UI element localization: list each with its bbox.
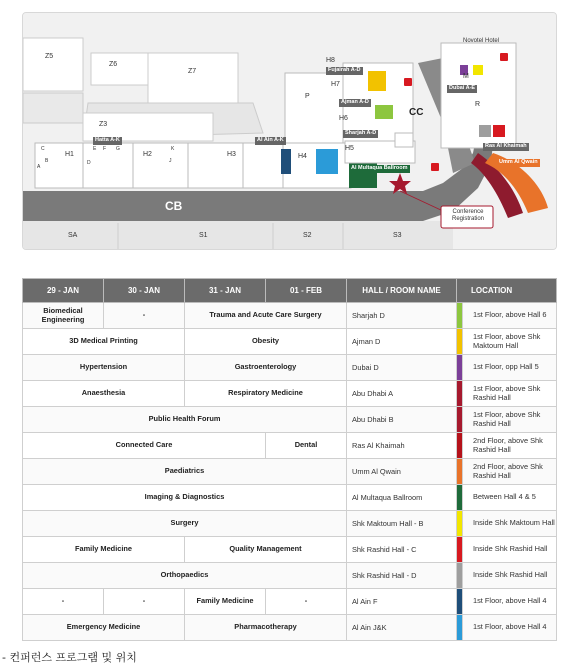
- location-color-swatch: [457, 537, 462, 562]
- location-color-swatch: [457, 381, 462, 406]
- program-cell: Public Health Forum: [23, 407, 347, 433]
- program-cell: Biomedical Engineering: [23, 303, 104, 329]
- program-cell: -: [104, 303, 185, 329]
- table-row: [23, 303, 557, 329]
- hall-label-h2: H2: [143, 151, 152, 158]
- location-cell: 2nd Floor, above Shk Rashid Hall: [463, 459, 557, 485]
- table-row: [23, 485, 557, 511]
- location-cell: 1st Floor, above Shk Rashid Hall: [463, 407, 557, 433]
- hall-label-h3: H3: [227, 151, 236, 158]
- hall-label-m: M: [463, 73, 469, 80]
- program-cell: Gastroenterology: [185, 355, 347, 381]
- location-cell: 2nd Floor, above Shk Rashid Hall: [463, 433, 557, 459]
- registration-label: Conference Registration: [451, 209, 484, 223]
- program-cell: Surgery: [23, 511, 347, 537]
- program-cell: Quality Management: [185, 537, 347, 563]
- room-letter: F: [103, 146, 107, 152]
- parking-label-s1: S1: [199, 232, 208, 239]
- location-cell: 1st Floor, above Hall 6: [463, 303, 557, 329]
- program-cell: -: [266, 589, 347, 615]
- parking-label-s2: S2: [303, 232, 312, 239]
- tag-sharjah: Sharjah A-D: [345, 130, 377, 136]
- room-letter: A: [37, 164, 41, 170]
- table-row: [23, 329, 557, 355]
- hall-label-r: R: [475, 101, 481, 108]
- location-color-swatch: [457, 459, 462, 484]
- hall-name-cell: Dubai D: [347, 355, 457, 381]
- program-cell: Connected Care: [23, 433, 266, 459]
- location-cell: Inside Shk Rashid Hall: [463, 563, 557, 589]
- hall-name-cell: Abu Dhabi A: [347, 381, 457, 407]
- hall-label-p: P: [305, 93, 310, 100]
- hall-name-cell: Sharjah D: [347, 303, 457, 329]
- road-label-cc: CC: [409, 107, 424, 118]
- column-header: 29 - JAN: [23, 279, 104, 303]
- location-color-swatch: [457, 563, 462, 588]
- table-row: [23, 589, 557, 615]
- tag-dubai: Dubai A-E: [449, 85, 476, 91]
- hall-name-cell: Al Ain F: [347, 589, 457, 615]
- table-row: [23, 511, 557, 537]
- tag-fujairah: Fujairah A-D: [328, 67, 361, 73]
- zone-label-z3: Z3: [99, 121, 108, 128]
- tag-hatta: Hatta A-K: [95, 137, 120, 143]
- room-letter: K: [171, 146, 175, 152]
- location-cell: 1st Floor, above Shk Rashid Hall: [463, 381, 557, 407]
- table-row: [23, 459, 557, 485]
- room-letter: C: [41, 146, 45, 152]
- table-row: [23, 615, 557, 641]
- program-cell: -: [104, 589, 185, 615]
- parking-label-s3: S3: [393, 232, 402, 239]
- hall-name-cell: Umm Al Qwain: [347, 459, 457, 485]
- hall-name-cell: Al Multaqua Ballroom: [347, 485, 457, 511]
- tag-umm-al-qwain: Umm Al Qwain: [499, 159, 538, 165]
- table-row: [23, 537, 557, 563]
- location-color-swatch: [457, 329, 462, 354]
- hall-label-h8: H8: [326, 57, 335, 64]
- program-cell: Family Medicine: [185, 589, 266, 615]
- tag-al-ain: Al Ain A-K: [257, 137, 284, 143]
- program-cell: Hypertension: [23, 355, 185, 381]
- table-row: [23, 433, 557, 459]
- location-cell: 1st Floor, above Hall 4: [463, 615, 557, 641]
- location-cell: 1st Floor, above Hall 4: [463, 589, 557, 615]
- location-color-swatch: [457, 485, 462, 510]
- program-cell: Orthopaedics: [23, 563, 347, 589]
- location-color-swatch: [457, 303, 462, 328]
- room-letter: B: [45, 158, 49, 164]
- hall-name-cell: Shk Rashid Hall - C: [347, 537, 457, 563]
- program-cell: Emergency Medicine: [23, 615, 185, 641]
- hall-name-cell: Al Ain J&K: [347, 615, 457, 641]
- column-header: 31 - JAN: [185, 279, 266, 303]
- program-cell: Anaesthesia: [23, 381, 185, 407]
- room-letter: E: [93, 146, 97, 152]
- tag-ras-al-khaimah: Ras Al Khaimah: [485, 143, 527, 149]
- hall-label-h7: H7: [331, 81, 340, 88]
- column-header: LOCATION: [457, 279, 557, 303]
- program-cell: Respiratory Medicine: [185, 381, 347, 407]
- schedule-body: [23, 303, 557, 641]
- location-color-swatch: [457, 511, 462, 536]
- road-label-cb: CB: [165, 199, 183, 213]
- hall-label-h6: H6: [339, 115, 348, 122]
- program-cell: Imaging & Diagnostics: [23, 485, 347, 511]
- hall-name-cell: Shk Rashid Hall - D: [347, 563, 457, 589]
- hall-name-cell: Shk Maktoum Hall - B: [347, 511, 457, 537]
- table-row: [23, 355, 557, 381]
- location-cell: Inside Shk Maktoum Hall: [463, 511, 557, 537]
- table-row: [23, 563, 557, 589]
- hall-name-cell: Ajman D: [347, 329, 457, 355]
- program-cell: Paediatrics: [23, 459, 347, 485]
- program-cell: Pharmacotherapy: [185, 615, 347, 641]
- location-cell: 1st Floor, above Shk Maktoum Hall: [463, 329, 557, 355]
- program-cell: Family Medicine: [23, 537, 185, 563]
- hall-label-h5: H5: [345, 145, 354, 152]
- table-row: [23, 407, 557, 433]
- schedule-table: [22, 278, 557, 641]
- room-letter: D: [87, 160, 91, 166]
- location-color-swatch: [457, 433, 462, 458]
- tag-al-multaqua: Al Multaqua Ballroom: [351, 165, 408, 171]
- zone-label-z7: Z7: [188, 68, 197, 75]
- hall-label-h4: H4: [298, 153, 307, 160]
- parking-label-sa: SA: [68, 232, 78, 239]
- hotel-label: Novotel Hotel: [463, 38, 500, 44]
- table-row: [23, 381, 557, 407]
- program-cell: Obesity: [185, 329, 347, 355]
- program-cell: Dental: [266, 433, 347, 459]
- program-cell: Trauma and Acute Care Surgery: [185, 303, 347, 329]
- hall-name-cell: Abu Dhabi B: [347, 407, 457, 433]
- program-cell: -: [23, 589, 104, 615]
- location-cell: Inside Shk Rashid Hall: [463, 537, 557, 563]
- venue-map: [22, 12, 557, 250]
- hall-label-h1: H1: [65, 151, 74, 158]
- column-header: 01 - FEB: [266, 279, 347, 303]
- zone-label-z5: Z5: [45, 53, 54, 60]
- program-cell: 3D Medical Printing: [23, 329, 185, 355]
- figure-caption: - 컨퍼런스 프로그램 및 위치: [2, 651, 137, 664]
- hall-name-cell: Ras Al Khaimah: [347, 433, 457, 459]
- location-color-swatch: [457, 589, 462, 614]
- tag-ajman: Ajman A-D: [341, 99, 369, 105]
- location-color-swatch: [457, 407, 462, 432]
- table-header-row: [23, 279, 557, 303]
- location-cell: 1st Floor, opp Hall 5: [463, 355, 557, 381]
- zone-label-z6: Z6: [109, 61, 118, 68]
- location-cell: Between Hall 4 & 5: [463, 485, 557, 511]
- location-color-swatch: [457, 355, 462, 380]
- column-header: HALL / ROOM NAME: [347, 279, 457, 303]
- room-letter: J: [169, 158, 172, 164]
- column-header: 30 - JAN: [104, 279, 185, 303]
- location-color-swatch: [457, 615, 462, 640]
- room-letter: G: [116, 146, 120, 152]
